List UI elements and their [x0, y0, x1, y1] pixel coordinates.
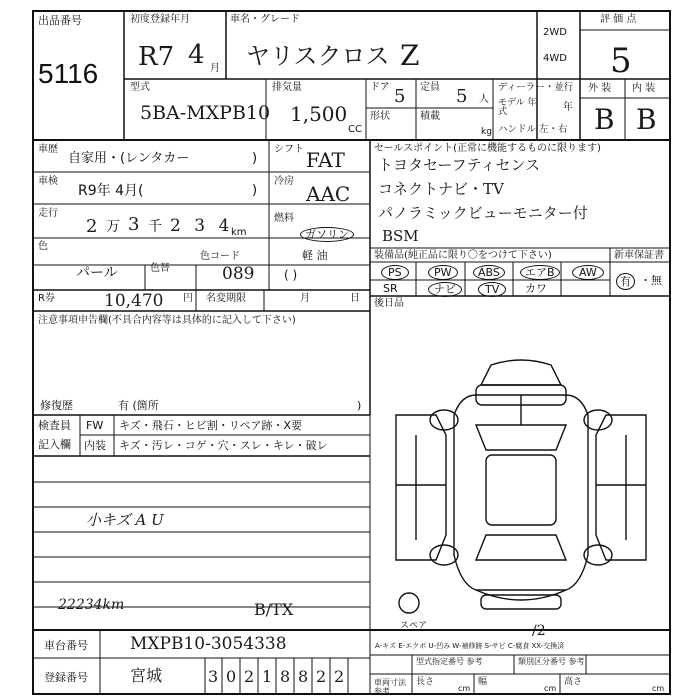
entry-label: 記入欄 [38, 438, 71, 451]
color-code: 089 [222, 264, 255, 284]
color-code-label: 色コード [200, 251, 240, 262]
mileage-sen-unit: 千 [148, 219, 162, 235]
recycle-label: R券 [38, 293, 55, 304]
first-reg-month-unit: 月 [210, 63, 220, 74]
first-reg-era: R7 [138, 42, 175, 72]
name-change-day: 日 [350, 293, 360, 304]
equip-aw: AW [572, 265, 604, 280]
lot-label: 出品番号 [38, 14, 82, 27]
car-name-label: 車名・グレード [230, 14, 300, 25]
equip-navi: ナビ [428, 282, 462, 297]
mileage-man: 2 [86, 216, 98, 237]
car-name: ヤリスクロス [246, 42, 390, 70]
notes-label: 注意事項申告欄(不具合内容等は具体的に記入して下さい) [38, 315, 296, 326]
score-label: 評 価 点 [600, 14, 637, 25]
repair-close: ) [357, 399, 362, 412]
reg-digit: 3 [208, 667, 219, 686]
equip-ps: PS [381, 265, 409, 280]
drive-2wd: 2WD [543, 27, 567, 38]
mileage-label: 走行 [38, 208, 58, 219]
displacement-value: 1,500 [290, 102, 348, 126]
reg-digit: 0 [226, 667, 237, 686]
mileage-rest: 2 3 4 [170, 216, 234, 236]
fuel-gasoline: ガソリン [300, 227, 354, 242]
repair-value: 有 (箇所 [118, 399, 159, 412]
displacement-label: 排気量 [272, 82, 302, 93]
color-label: 色 [38, 241, 48, 252]
car-damage-diagram [376, 355, 666, 625]
shift-value: FAT [306, 148, 345, 172]
name-change-label: 名変期限 [206, 293, 246, 304]
capacity-label: 定員 [420, 82, 440, 93]
lot-number: 5116 [38, 58, 99, 89]
load-label: 積載 [420, 111, 440, 122]
reg-digit: 8 [298, 667, 309, 686]
warranty-no: ・無 [640, 274, 662, 287]
reg-digit: 2 [244, 667, 255, 686]
inspector-label: 検査員 [38, 419, 71, 432]
chassis-number: MXPB10-3054338 [130, 634, 287, 654]
yen-unit: 円 [183, 293, 193, 304]
history-label: 車歴 [38, 144, 58, 155]
interior-label: 内 装 [632, 83, 656, 94]
chassis-label: 車台番号 [44, 639, 88, 652]
mileage-man-unit: 万 [106, 219, 120, 235]
fw-label: FW [86, 419, 104, 432]
cc-unit: CC [348, 124, 362, 135]
color-change-label: 色替 [150, 263, 170, 274]
reg-digit: 2 [316, 667, 327, 686]
reg-area: 宮城 [130, 666, 163, 685]
name-change-month: 月 [300, 293, 310, 304]
model-code: 5BA-MXPB10 [140, 102, 271, 124]
inspection-label: 車検 [38, 176, 58, 187]
repair-label: 修復歴 [40, 399, 73, 412]
history-value: 自家用・(レンタカー [68, 151, 190, 166]
fuel-label: 燃料 [274, 213, 294, 224]
warranty-yes: 有 [616, 273, 635, 290]
equipment-label: 装備品(純正品に限り〇をつけて下さい) [374, 250, 552, 261]
selling-point-item: トヨタセーフティセンス [378, 156, 541, 174]
kg-unit: kg [481, 127, 492, 137]
dealer-label: ディーラー・並行 [498, 82, 574, 93]
recycle-value: 10,470 [104, 291, 164, 311]
ac-value: AAC [306, 182, 351, 206]
equip-leather: カワ [525, 282, 547, 295]
inspection-value: R9年 4月( [78, 183, 144, 199]
interior-grade: B [636, 103, 657, 136]
height-label: 高さ [564, 677, 583, 687]
reg-digit: 1 [262, 667, 273, 686]
score-value: 5 [610, 41, 632, 81]
ac-label: 冷房 [274, 176, 294, 187]
length-label: 長さ [416, 677, 435, 687]
handwritten-trans: B/TX [254, 600, 294, 619]
spare-label: スペア [400, 621, 428, 631]
doors-label: ドア [370, 82, 390, 93]
exterior-label: 外 装 [588, 83, 612, 94]
handle-label: ハンドル 左・右 [498, 124, 568, 135]
selling-points-label: セールスポイント(正常に機能するものに限ります) [374, 143, 601, 154]
car-grade: Z [400, 39, 420, 72]
interior-text: キズ・汚レ・コゲ・穴・スレ・キレ・破レ [119, 439, 328, 452]
first-reg-label: 初度登録年月 [130, 14, 190, 25]
first-reg-month: 4 [188, 40, 205, 70]
mileage-thousand: 3 [128, 214, 140, 235]
length-unit: cm [458, 684, 471, 693]
selling-point-item: コネクトナビ・TV [378, 180, 504, 198]
width-unit: cm [544, 684, 557, 693]
selling-point-item: パノラミックビューモニター付 [378, 204, 588, 222]
inspector-interior-label: 内装 [84, 439, 106, 452]
width-label: 幅 [478, 677, 488, 687]
color-value: パール [76, 265, 118, 281]
fuel-diesel: 軽 油 [302, 249, 328, 262]
capacity-value: 5 [456, 86, 468, 107]
km-unit: km [231, 227, 247, 238]
handwritten-mileage: 22234km [58, 597, 125, 613]
equip-abs: ABS [473, 265, 505, 280]
diagram-handwritten-mark: /2 [532, 623, 546, 639]
fuel-paren: ( ) [284, 268, 298, 282]
model-year-label: モデル 年式 [498, 98, 537, 117]
drive-4wd: 4WD [543, 53, 567, 64]
damage-legend: A-キズ E-エクボ U-凹み W-補修跡 S-サビ C-腐食 XX-交換済 [375, 642, 565, 650]
exterior-grade: B [594, 103, 615, 136]
reg-label: 登録番号 [44, 671, 88, 684]
doors-value: 5 [394, 86, 406, 107]
shape-label: 形状 [370, 111, 390, 122]
inspection-close: ) [252, 183, 258, 198]
handwritten-note: 小キズ A U [86, 511, 164, 529]
selling-point-item: BSM [382, 227, 419, 245]
height-unit: cm [652, 684, 665, 693]
reg-digit: 8 [280, 667, 291, 686]
warranty-label: 新車保証書 [614, 250, 664, 261]
equip-tv: TV [478, 282, 506, 297]
shift-label: シフト [274, 144, 304, 155]
history-close: ) [252, 151, 258, 166]
after-items-label: 後日品 [374, 298, 404, 309]
dims-label: 車両寸法 参考 [374, 678, 406, 696]
equip-pw: PW [428, 265, 458, 280]
equip-sr: SR [383, 282, 398, 295]
reg-digit: 2 [334, 667, 345, 686]
model-label: 型式 [130, 82, 150, 93]
person-unit: 人 [479, 94, 489, 105]
category-label: 類別区分番号 参考 [518, 657, 585, 666]
year-unit: 年 [563, 102, 573, 113]
designation-label: 型式指定番号 参考 [416, 657, 483, 666]
fw-text: キズ・飛石・ヒビ割・リペア跡・X要 [119, 419, 303, 432]
equip-airbag: エアB [520, 265, 560, 280]
